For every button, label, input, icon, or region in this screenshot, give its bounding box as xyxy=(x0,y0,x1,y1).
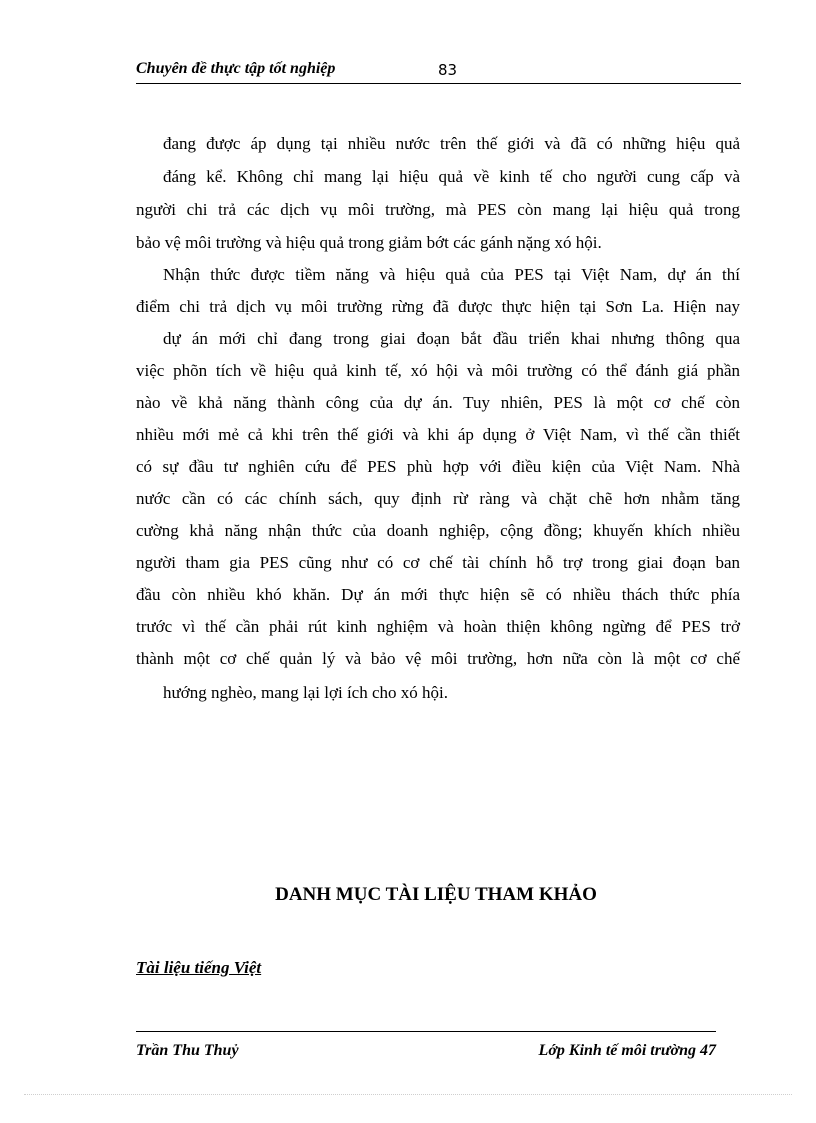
footer-rule xyxy=(136,1031,716,1032)
page-number: 83 xyxy=(438,61,458,79)
footer-author: Trần Thu Thuỷ xyxy=(136,1042,239,1059)
body-line: dự án mới chỉ đang trong giai đoạn bắt đầu triển khai nhưng thông qua xyxy=(163,329,740,348)
body-line: việc phõn tích về hiệu quả kinh tế, xó hội và môi trường có thể đánh giá phần xyxy=(136,361,740,380)
body-line: trước vì thế cần phải rút kinh nghiệm và hoàn thiện không ngừng để PES trở xyxy=(136,617,740,636)
body-line: người chi trả các dịch vụ môi trường, mà PES còn mang lại hiệu quả trong xyxy=(136,200,740,219)
body-line: nhiều mới mẻ cả khi trên thế giới và khi áp dụng ở Việt Nam, vì thế cần thiết xyxy=(136,425,740,444)
page-edge-divider xyxy=(24,1094,792,1095)
references-subheading: Tài liệu tiếng Việt xyxy=(136,958,262,977)
body-line: thành một cơ chế quản lý và bảo vệ môi trường, hơn nữa còn là một cơ chế xyxy=(136,649,740,668)
body-line: cường khả năng nhận thức của doanh nghiệp, cộng đồng; khuyến khích nhiều xyxy=(136,521,740,540)
header-rule xyxy=(136,83,741,84)
body-line: Nhận thức được tiềm năng và hiệu quả của PES tại Việt Nam, dự án thí xyxy=(163,265,740,284)
body-line: nào về khả năng thành công của dự án. Tuy nhiên, PES là một cơ chế còn xyxy=(136,393,740,412)
body-line: bảo vệ môi trường và hiệu quả trong giảm bớt các gánh nặng xó hội. xyxy=(136,233,602,252)
body-line: hướng nghèo, mang lại lợi ích cho xó hội. xyxy=(163,683,448,702)
body-line: đang được áp dụng tại nhiều nước trên thế giới và đã có những hiệu quả xyxy=(163,134,740,153)
header-title: Chuyên đề thực tập tốt nghiệp xyxy=(136,60,336,77)
references-heading: DANH MỤC TÀI LIỆU THAM KHẢO xyxy=(275,884,597,905)
body-line: nước cần có các chính sách, quy định rừ ràng và chặt chẽ hơn nhằm tăng xyxy=(136,489,740,508)
body-line: đầu còn nhiều khó khăn. Dự án mới thực hiện sẽ có nhiều thách thức phía xyxy=(136,585,740,604)
body-line: đáng kể. Không chỉ mang lại hiệu quả về kinh tế cho người cung cấp và xyxy=(163,167,740,186)
body-line: người tham gia PES cũng như có cơ chế tài chính hỗ trợ trong giai đoạn ban xyxy=(136,553,740,572)
body-line: điểm chi trả dịch vụ môi trường rừng đã được thực hiện tại Sơn La. Hiện nay xyxy=(136,297,740,316)
footer-class: Lớp Kinh tế môi trường 47 xyxy=(538,1042,716,1059)
body-line: có sự đầu tư nghiên cứu để PES phù hợp với điều kiện của Việt Nam. Nhà xyxy=(136,457,740,476)
